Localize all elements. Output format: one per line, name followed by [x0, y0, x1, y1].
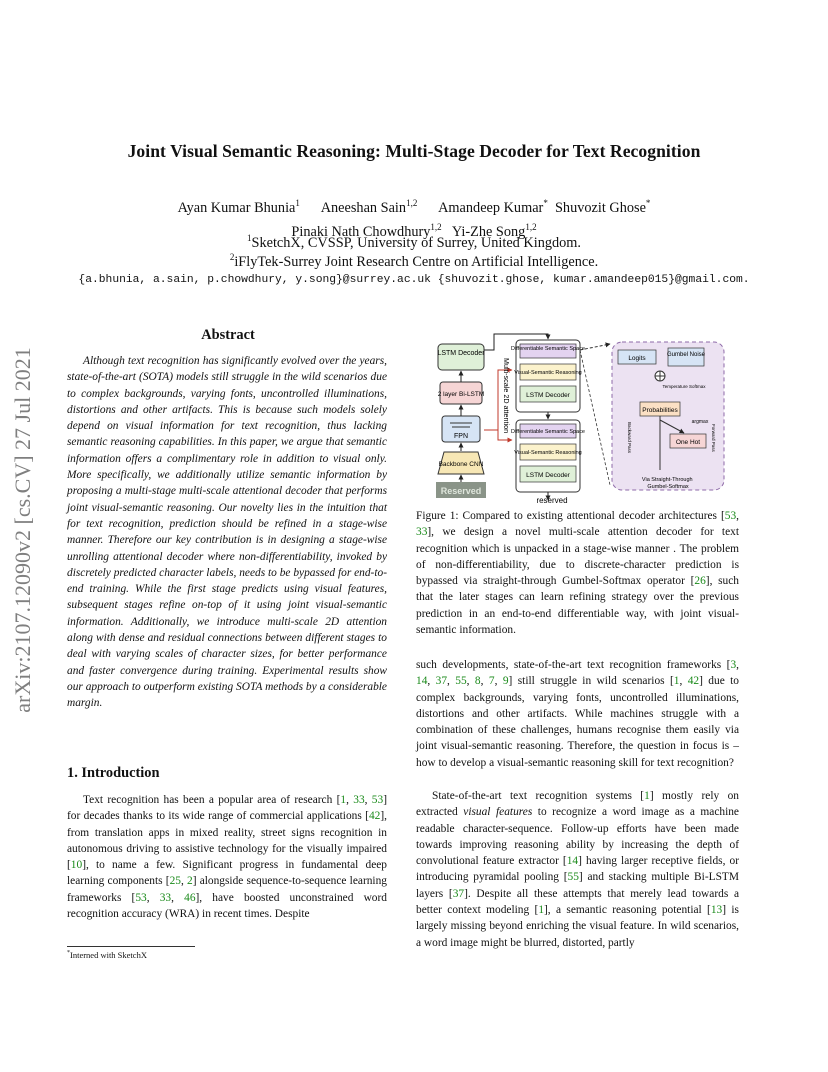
argmax-label: argmax [691, 419, 709, 425]
attention-label: Multi-scale 2D attention [502, 358, 511, 434]
author-name: Shuvozit Ghose [554, 199, 646, 216]
citation-link[interactable]: 26 [694, 575, 706, 588]
semantic-space-label: Differentiable Semantic Space [511, 346, 585, 352]
citation-link[interactable]: 8 [474, 675, 481, 688]
lstm-decoder-label: LSTM Decoder [437, 350, 485, 357]
citation-link[interactable]: 33 [416, 526, 428, 539]
intro-heading: 1. Introduction [67, 765, 160, 781]
right-paragraph-1: such developments, state-of-the-art text recognition frameworks [3, 14, 37, 55, 8, 7, 9] still struggle in wild scenarios [1, 42] due to complex backgrounds, varying fonts, uncontrolled illuminations, distortions and other artifacts. While machines struggle with a combination of these challenges, humans recognise them easily via joint visual-semantic reasoning. Therefore, the question in focus is – how to develop a visual-semantic reasoning skill for text recognition? [416, 659, 739, 769]
bilstm-label: 2 layer Bi-LSTM [437, 391, 485, 398]
intro-paragraph: Text recognition has been a popular area of research [1, 33, 53] for decades thanks to its wide range of commercial applications [42], from translation apps in mixed reality, street signs recognition in autonomous driving to assistive technology for the visually impaired [10], to name a few. Significant progress in fundamental deep learning components [25, 2] alongside sequence-to-sequence learning frameworks [53, 33, 46], have boosted unconstrained word recognition accuracy (WRA) in recent times. Despite [67, 794, 387, 921]
vs-reasoning-label: Visual-Semantic Reasoning [514, 370, 582, 376]
figure-1-caption: Figure 1: Compared to existing attentional decoder architectures [53, 33], we design a novel multi-scale attention decoder for text recognition which is unpacked in a stage-wise manner . The problem of non-differentiability, due to discrete-character prediction is bypassed via straight-through Gumbel-Softmax operator [26], such that the later stages can learn refining strategy over the previous prediction in an end-to-end differentiable way, with joint visual-semantic information. [416, 510, 739, 637]
via-label: Via Straight-Through Gumbel-Softmax [641, 477, 693, 490]
citation-link[interactable]: 14 [566, 855, 579, 868]
semantic-space-label: Differentiable Semantic Space [511, 429, 585, 435]
citation-link[interactable]: 53 [371, 794, 384, 806]
citation-link[interactable]: 1 [340, 794, 347, 806]
author-name: Aneeshan Sain [320, 199, 407, 216]
stage-decoder-label: LSTM Decoder [526, 472, 570, 479]
vs-reasoning-label: Visual-Semantic Reasoning [514, 450, 582, 456]
backward-pass-label: Backward Pass [627, 422, 632, 454]
gumbel-noise-label: Gumbel Noise [666, 352, 706, 358]
fpn-label: FPN [454, 433, 468, 440]
probabilities-label: Probabilities [642, 407, 678, 414]
author-emails: {a.bhunia, a.sain, p.chowdhury, y.song}@surrey.ac.uk {shuvozit.ghose, kumar.amandeep015}@gmail.com. [78, 274, 750, 286]
citation-link[interactable]: 53 [135, 891, 147, 904]
author-list: Ayan Kumar Bhunia$^1$ Aneeshan Sain$^{1,2}$ Amandeep Kumar* Shuvozit Ghose* Pinaki Nath Chowdhury$^{1,2}$ Yi-Zhe Song$^{1,2}$ [177, 198, 651, 240]
footnote-divider [67, 946, 195, 947]
citation-link[interactable]: 55 [567, 871, 579, 884]
citation-link[interactable]: 13 [710, 904, 723, 917]
stage-decoder-label: LSTM Decoder [526, 392, 570, 399]
right-paragraph-2: State-of-the-art text recognition systems [1] mostly rely on extracted visual features to recognize a word image as a machine readable character-sequence. Follow-up efforts have been made towards improving reasoning ability by increasing the depth of convolutional feature extractor [14] having larger receptive fields, or introducing pyramidal pooling [55] and stacking multiple Bi-LSTM layers [37]. Despite all these attempts that merely lead towards a better context modeling [1], a semantic reasoning potential [13] is largely missing beyond enriching the visual feature. In wild scenarios, a word image might be blurred, distorted, partly [416, 790, 740, 949]
citation-link[interactable]: 53 [724, 510, 737, 522]
affiliation-1: $^1$SketchX, CVSSP, University of Surrey, United Kingdom. [247, 233, 581, 251]
citation-link[interactable]: 25 [169, 875, 181, 888]
citation-link[interactable]: 42 [368, 810, 381, 823]
arxiv-identifier: arXiv:2107.12090v2 [cs.CV] 27 Jul 2021 [10, 347, 35, 713]
abstract-heading: Abstract [201, 327, 255, 343]
affiliation-2: $^2$iFlyTek-Surrey Joint Research Centre on Artificial Intelligence. [229, 252, 599, 270]
lstm-decoder-box [438, 344, 484, 370]
citation-link[interactable]: 37 [452, 887, 465, 900]
emphasis: visual features [463, 806, 533, 819]
abstract-text: Although text recognition has significantly evolved over the years, state-of-the-art (SOTA) models still struggle in the wild scenarios due to complex backgrounds, varying fonts, uncontrolled illuminations, distortions and other artifacts. This is because such models solely depend on visual information for text recognition, thus lacking semantic reasoning capabilities. In this paper, we argue that semantic information offers a complimentary role in addition to visual only. More specifically, we additionally utilize semantic information by proposing a multi-stage multi-scale attentional decoder that performs joint visual-semantic reasoning. Our novelty lies in the intuition that for text recognition, prediction should be refined in a stage-wise manner. Therefore our key contribution is in designing a stage-wise unrolling attentional decoder where non-differentiability, invoked by discretely predicted character labels, needs to be bypassed for end-to-end training. While the first stage predicts using visual features, subsequent stages refine on-top of it using joint visual-semantic information. Additionally, we introduce multi-scale 2D attention along with dense and residual connections between different stages to deal with varying scales of character sizes, for better performance and faster convergence during training. Experimental results show our approach to outperform existing SOTA methods by a considerable margin. [67, 355, 387, 710]
author-name: Amandeep Kumar [438, 199, 544, 216]
citation-link[interactable]: 1 [644, 790, 650, 802]
input-word-text: Reserved [440, 486, 482, 496]
citation-link[interactable]: 3 [730, 659, 737, 671]
forward-pass-label: Forward Pass [711, 424, 716, 452]
author-name: Pinaki Nath Chowdhury [291, 223, 431, 240]
citation-link[interactable]: 2 [187, 875, 193, 888]
output-label: reserved [536, 496, 568, 505]
citation-link[interactable]: 46 [184, 891, 196, 904]
citation-link[interactable]: 42 [687, 675, 700, 688]
citation-link[interactable]: 1 [538, 904, 545, 917]
citation-link[interactable]: 10 [70, 859, 83, 872]
logits-label: Logits [628, 355, 646, 362]
citation-link[interactable]: 1 [673, 675, 680, 688]
author-name: Ayan Kumar Bhunia [177, 199, 296, 216]
citation-link[interactable]: 33 [353, 794, 365, 806]
citation-link[interactable]: 55 [455, 675, 467, 688]
footnote: *Interned with SketchX [67, 950, 147, 960]
author-name: Yi-Zhe Song [451, 223, 526, 240]
figure-1-diagram [414, 330, 744, 505]
temperature-softmax-label: Temperature Softmax [662, 384, 706, 389]
citation-link[interactable]: 9 [502, 675, 509, 688]
citation-link[interactable]: 14 [416, 675, 428, 688]
citation-link[interactable]: 37 [435, 675, 448, 688]
citation-link[interactable]: 7 [488, 675, 495, 688]
paper-title: Joint Visual Semantic Reasoning: Multi-Stage Decoder for Text Recognition [127, 141, 701, 161]
citation-link[interactable]: 33 [159, 891, 172, 904]
backbone-cnn-label: Backbone CNN [438, 461, 484, 468]
one-hot-label: One Hot [675, 439, 701, 446]
